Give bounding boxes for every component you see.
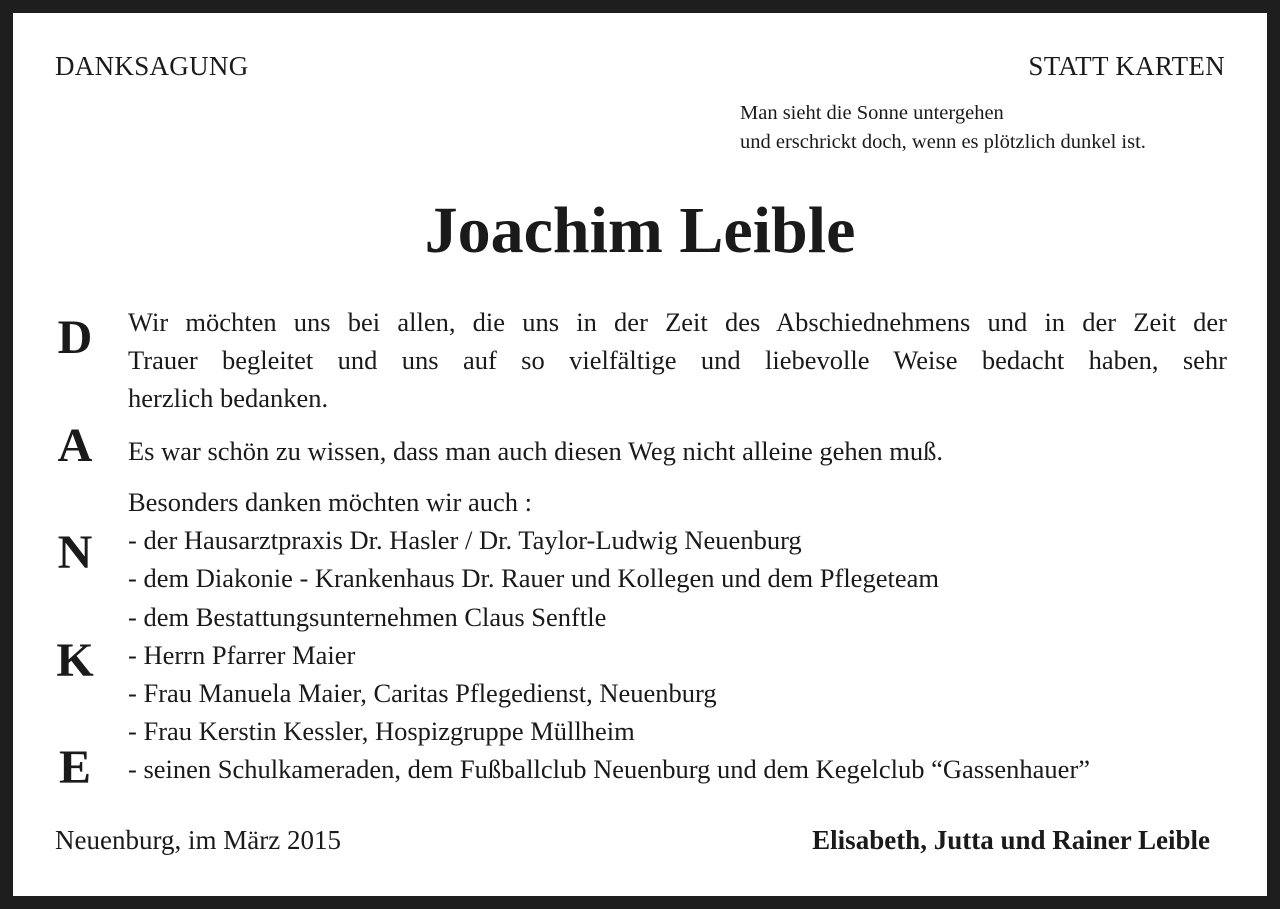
- obituary-card: [13, 13, 1267, 896]
- list-item: - Herrn Pfarrer Maier: [128, 639, 356, 670]
- list-item: - dem Bestattungsunternehmen Claus Senftle: [128, 601, 607, 632]
- thanks-paragraph-line-2: Trauer begleitet und uns auf so vielfältige und liebevolle Weise bedacht haben, sehr: [128, 345, 1227, 375]
- side-letter-d: D: [57, 311, 93, 364]
- thanks-paragraph-line-3: herzlich bedanken.: [128, 383, 329, 413]
- header-statt-karten: STATT KARTEN: [1028, 51, 1225, 81]
- list-item: - Frau Manuela Maier, Caritas Pflegedienst, Neuenburg: [128, 678, 717, 709]
- quote: [740, 99, 1146, 157]
- list-item: - Frau Kerstin Kessler, Hospizgruppe Müllheim: [128, 716, 635, 747]
- side-letter-n: N: [57, 526, 93, 579]
- header-danksagung: DANKSAGUNG: [55, 51, 249, 81]
- thanks-paragraph: [128, 303, 1227, 417]
- special-thanks-list: [128, 483, 1090, 789]
- comfort-paragraph: Es war schön zu wissen, dass man auch diesen Weg nicht alleine gehen muß.: [128, 436, 943, 466]
- list-item: - der Hausarztpraxis Dr. Hasler / Dr. Taylor-Ludwig Neuenburg: [128, 525, 802, 556]
- signatories: Elisabeth, Jutta und Rainer Leible: [812, 825, 1210, 855]
- quote-line-1: Man sieht die Sonne untergehen: [740, 102, 1004, 124]
- place-date: Neuenburg, im März 2015: [55, 825, 341, 855]
- side-letter-k: K: [56, 634, 94, 687]
- list-item: - seinen Schulkameraden, dem Fußballclub Neuenburg und dem Kegelclub “Gassenhauer”: [128, 754, 1091, 785]
- list-item: - dem Diakonie - Krankenhaus Dr. Rauer und Kollegen und dem Pflegeteam: [128, 563, 939, 594]
- side-letter-a: A: [57, 419, 93, 472]
- quote-line-2: und erschrickt doch, wenn es plötzlich dunkel ist.: [740, 131, 1146, 153]
- side-letter-e: E: [58, 741, 91, 794]
- thanks-paragraph-line-1: Wir möchten uns bei allen, die uns in der Zeit des Abschiednehmens und in der Zeit der: [128, 307, 1227, 337]
- deceased-name: Joachim Leible: [424, 194, 856, 267]
- special-thanks-intro: Besonders danken möchten wir auch :: [128, 487, 533, 517]
